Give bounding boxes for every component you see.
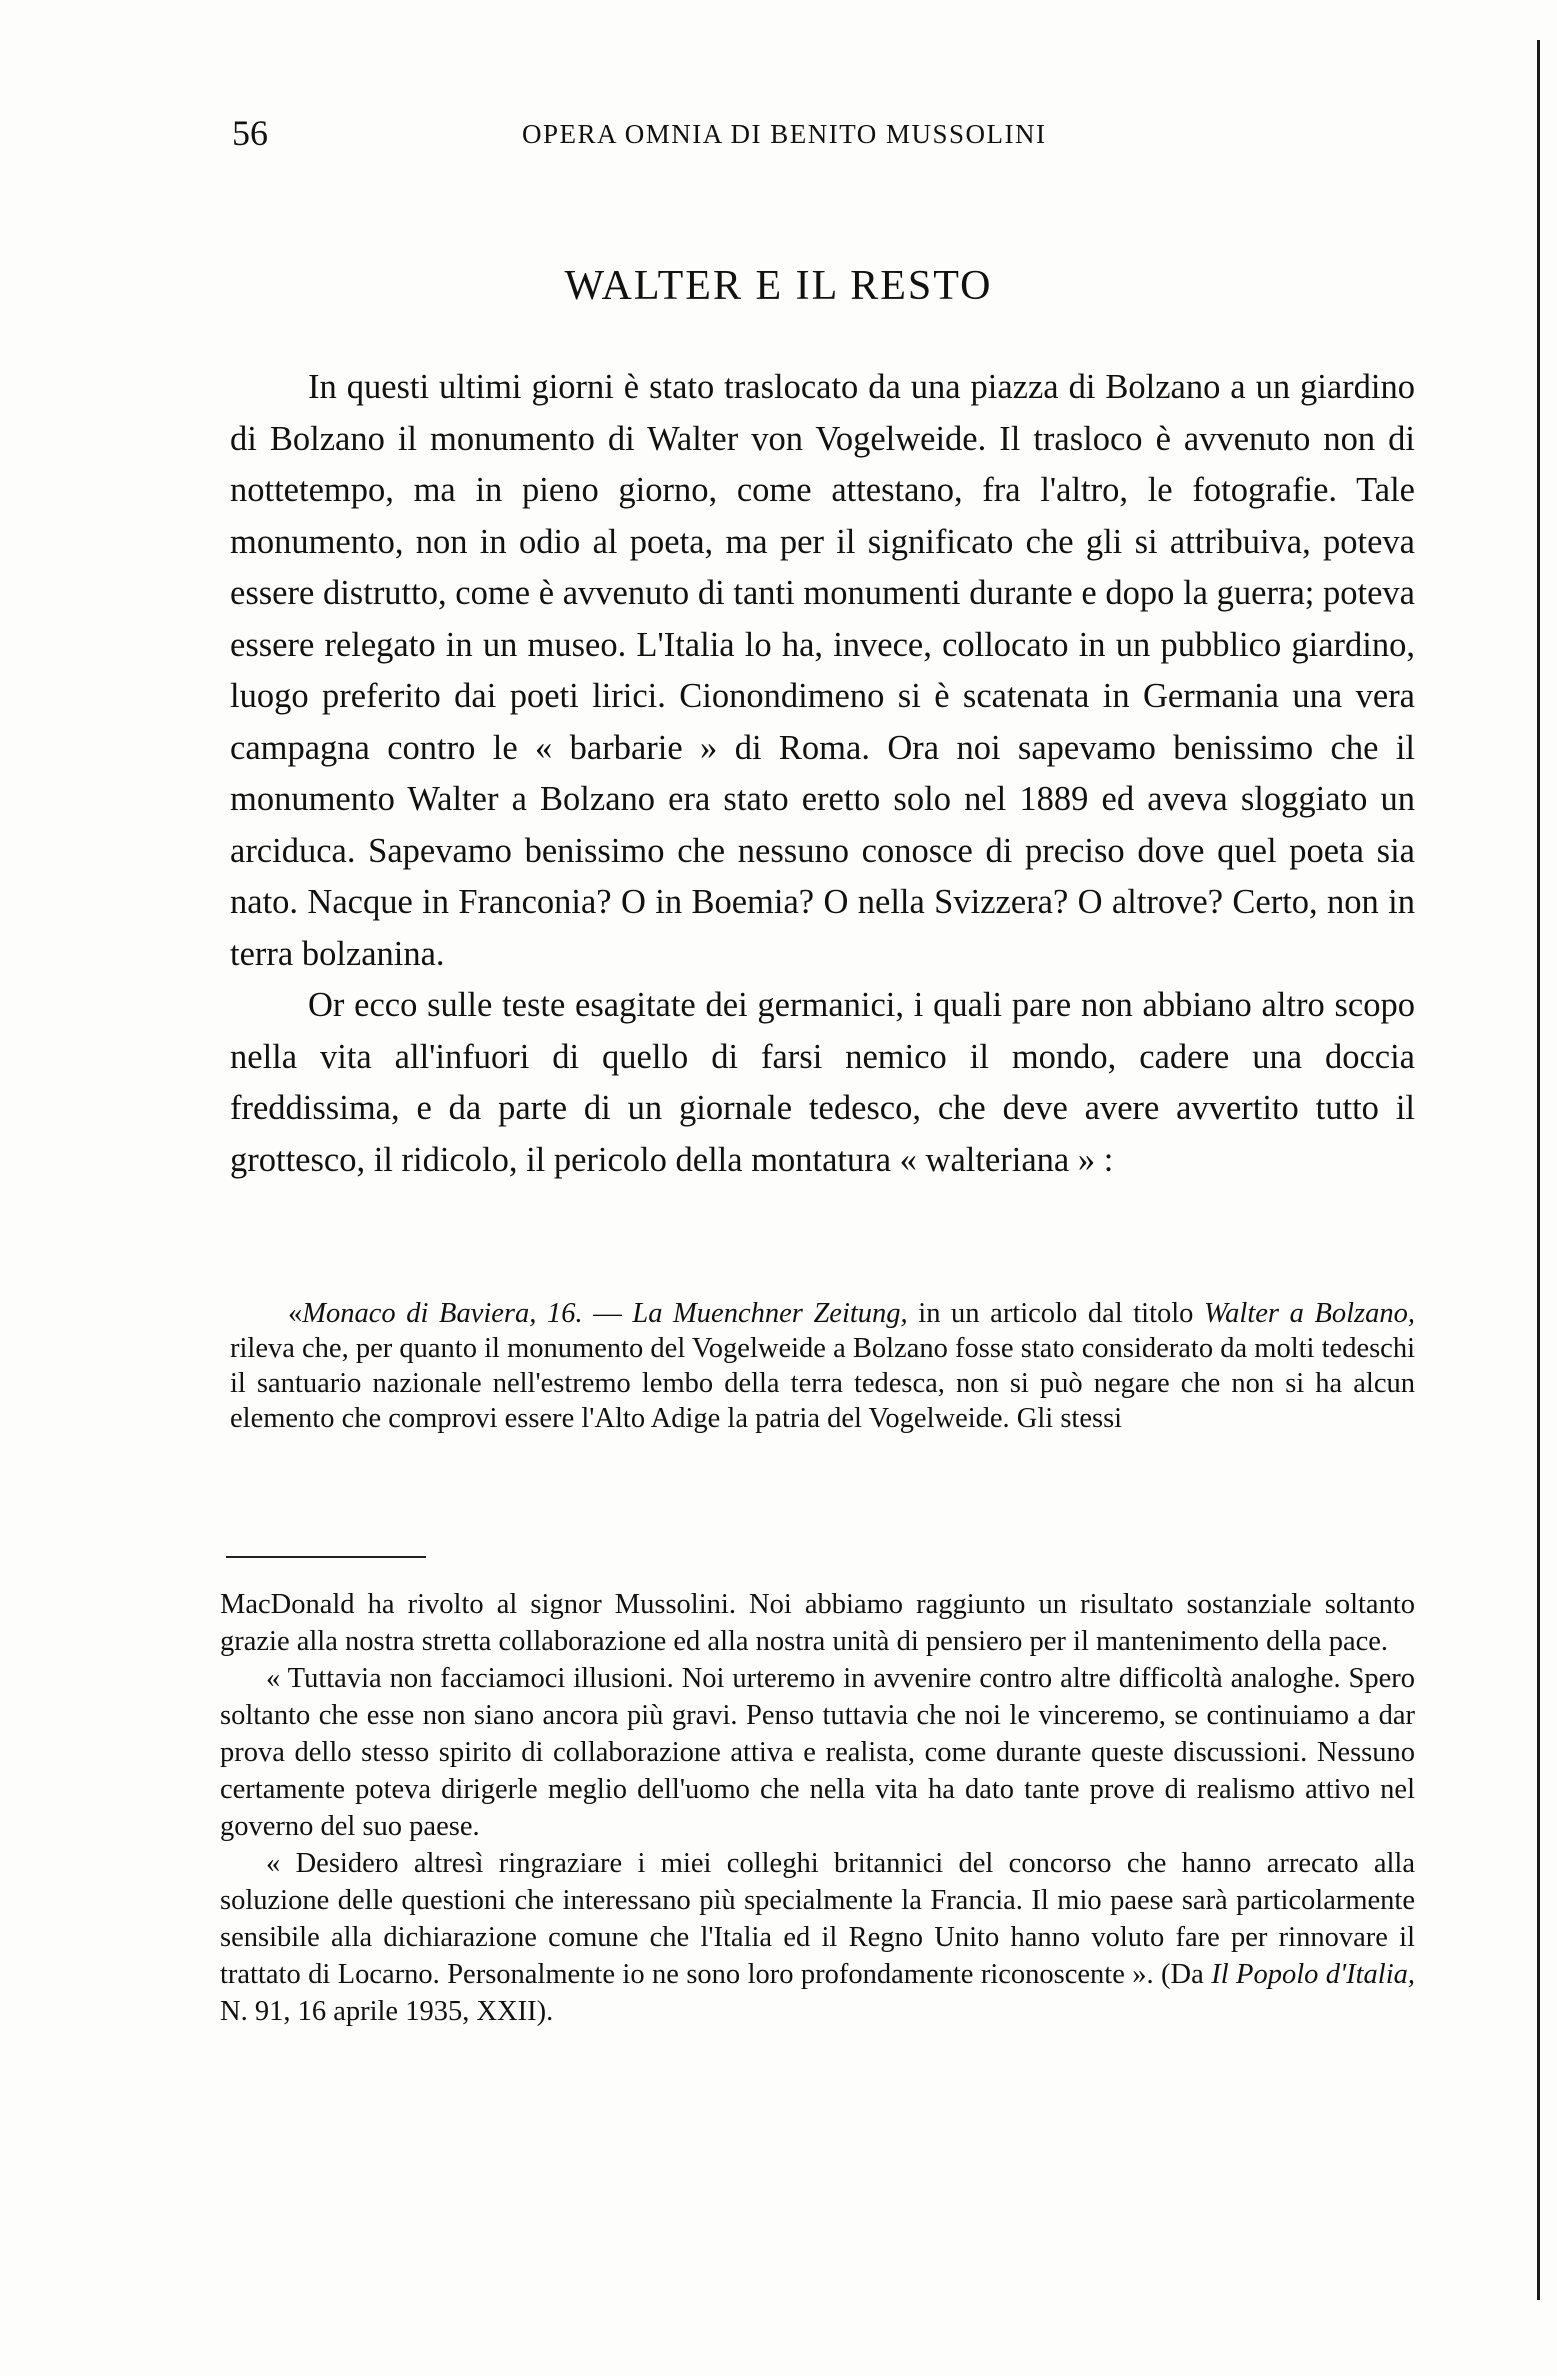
footnote [220, 1586, 1415, 2030]
footnote-paragraph: MacDonald ha rivolto al signor Mussolini. Noi abbiamo raggiunto un risultato sostanziale soltanto grazie alla nostra stretta collaborazione ed alla nostra unità di pensiero per il mantenimento della pace. [220, 1589, 1415, 1657]
body-paragraph: Or ecco sulle teste esagitate dei germanici, i quali pare non abbiano altro scopo nella vita all'infuori di quello di farsi nemico il mondo, cadere una doccia freddissima, e da parte di un giornale tedesco, che deve avere avvertito tutto il grottesco, il ridicolo, il pericolo della montatura « walteriana » : [230, 986, 1415, 1179]
footnote-separator [226, 1556, 426, 1558]
quote-dateline: Monaco di Baviera, 16. [302, 1298, 583, 1329]
footnote-paragraph-last [220, 1845, 1415, 2030]
quote-dash: — [582, 1298, 633, 1329]
body-paragraph: In questi ultimi giorni è stato traslocato da una piazza di Bolzano a un giardino di Bolzano il monumento di Walter von Vogelweide. Il trasloco è avvenuto non di nottetempo, ma in pieno giorno, come attestano, fra l'altro, le fotografie. Tale monumento, non in odio al poeta, ma per il significato che gli si attribuiva, poteva essere distrutto, come è avvenuto di tanti monumenti durante e dopo la guerra; poteva essere relegato in un museo. L'Italia lo ha, invece, collocato in un pubblico giardino, luogo preferito dai poeti lirici. Cionondimeno si è scatenata in Germania una vera campagna contro le « barbarie » di Roma. Ora noi sapevamo benissimo che il monumento Walter a Bolzano era stato eretto solo nel 1889 ed aveva sloggiato un arciduca. Sapevamo benissimo che nessuno conosce di preciso dove quel poeta sia nato. Nacque in Franconia? O in Boemia? O nella Svizzera? O altrove? Certo, non in terra bolzanina. [230, 368, 1415, 973]
scan-border-line [1537, 40, 1540, 2300]
quote-article-title: Walter a Bolzano, [1204, 1298, 1416, 1329]
footnote-last-text: « Desidero altresì ringraziare i miei colleghi britannici del concorso che hanno arrecato alla soluzione delle questioni che interessano più specialmente la Francia. Il mio paese sarà particolarmente sensibile alla dichiarazione comune che l'Italia ed il Regno Unito hanno voluto fare per rinnovare il trattato di Locarno. Personalmente io ne sono loro profondamente riconoscente ». (Da [220, 1848, 1415, 1990]
page-number: 56 [232, 113, 268, 153]
quote-paragraph [230, 1296, 1415, 1436]
quote-open-mark: « [288, 1298, 303, 1329]
footnote-source-title: Il Popolo d'Italia, [1211, 1959, 1415, 1990]
quote-newspaper: La Muenchner Zeitung, [632, 1298, 908, 1329]
quote-mid: in un articolo dal titolo [907, 1298, 1205, 1329]
running-header [232, 110, 1432, 156]
footnote-source-tail: N. 91, 16 aprile 1935, XXII). [220, 1996, 554, 2027]
footnote-paragraph: « Tuttavia non facciamoci illusioni. Noi urteremo in avvenire contro altre difficoltà analoghe. Spero soltanto che esse non siano ancora più gravi. Penso tuttavia che noi le vinceremo, se continuiamo a dar prova dello stesso spirito di collaborazione attiva e realista, come durante queste discussioni. Nessuno certamente poteva dirigerle meglio dell'uomo che nella vita ha dato tante prove di realismo attivo nel governo del suo paese. [220, 1663, 1415, 1842]
article-title: WALTER E IL RESTO [564, 263, 993, 309]
article-body [230, 362, 1415, 1186]
running-title: OPERA OMNIA DI BENITO MUSSOLINI [522, 119, 1047, 149]
news-quote [230, 1296, 1415, 1436]
quote-rest: rileva che, per quanto il monumento del Vogelweide a Bolzano fosse stato considerato da molti tedeschi il santuario nazionale nell'estremo lembo della terra tedesca, non si può negare che non si ha alcun elemento che comprovi essere l'Alto Adige la patria del Vogelweide. Gli stessi [230, 1333, 1415, 1434]
